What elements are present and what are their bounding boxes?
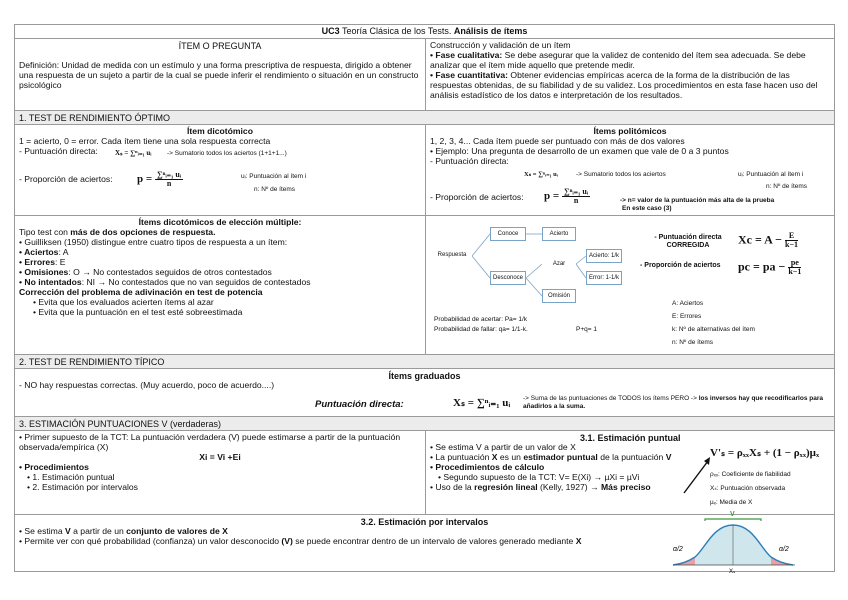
polytomous-sum-note: -> Sumatorio todos los aciertos (576, 171, 666, 178)
polytomous-pd-label: - Puntuación directa: (430, 155, 509, 166)
pl5a: • Uso de la (430, 482, 475, 493)
legend-a: A: Aciertos (672, 300, 704, 307)
interval-bracket (705, 519, 761, 521)
corrected-pd-1: - Puntuación directa (654, 234, 722, 241)
page-title (15, 25, 834, 38)
response-tree-lines (426, 216, 646, 316)
polytomous-note-2: En este caso (3) (622, 205, 672, 212)
title-code: UC3 (321, 26, 340, 36)
legend-rho: ρₓₓ: Coeficiente de fiabilidad (710, 471, 791, 478)
dichotomous-p-formula (137, 171, 183, 188)
tree-acierto-azar: Acierto: 1/k (586, 249, 622, 263)
graded-xs-formula: Xₛ = ∑ⁿᵢ₌₁ uᵢ (453, 397, 511, 409)
tree-azar: Azar (542, 257, 576, 271)
title-text: Teoría Clásica de los Tests. (339, 26, 454, 36)
study-sheet (14, 24, 835, 575)
interval-estimation-row (15, 511, 834, 575)
errores-label: • Errores (19, 256, 55, 267)
multiple-choice-row (15, 216, 834, 355)
aciertos-text: : A (58, 246, 69, 257)
item-row (15, 39, 834, 111)
corrected-prop-label: - Proporción de aciertos (640, 262, 721, 269)
dichotomous-prop-line (19, 171, 421, 207)
corrected-pd-2: CORREGIDA (666, 242, 710, 250)
pc-den: k−1 (788, 267, 802, 276)
polytomous-note: -> n= valor de la puntuación más alta de la prueba (620, 197, 775, 204)
curve-alpha-left: α/2 (673, 546, 683, 553)
point-line-4: • Segundo supuesto de la TCT: V= E(Xi) → µXi = µVi (438, 472, 640, 483)
il1b: V (65, 526, 71, 537)
point-estimation-row (15, 431, 834, 515)
pl2b: X (491, 452, 498, 463)
tct-first-assumption: • Primer supuesto de la TCT: La puntuación verdadera (V) puede estimarse a partir de la puntuación observada/empírica (X) (19, 432, 401, 452)
no-intentados-label: • No intentados (19, 276, 82, 287)
xc-den: k−1 (785, 240, 799, 249)
pl5d: Más preciso (601, 482, 651, 493)
errores-text: : E (54, 256, 66, 267)
xc-formula (738, 232, 798, 249)
tree-respuesta: Respuesta (432, 248, 472, 262)
point-estimation-title: 3.1. Estimación puntual (580, 433, 681, 443)
graded-note-a: -> Suma de las puntuaciones de TODOS los ítems PERO -> (523, 395, 699, 402)
dichotomous-def: 1 = acierto, 0 = error. Cada ítem tiene una sola respuesta correcta (19, 135, 271, 146)
point-line-1: • Se estima V a partir de un valor de X (430, 442, 576, 453)
section-2-header: 2. TEST DE RENDIMIENTO TÍPICO (15, 355, 834, 369)
procedures-title: • Procedimientos (19, 461, 89, 472)
il2a: • Permite ver con qué probabilidad (confianza) un valor desconocido (19, 536, 282, 547)
multi-aciertos (19, 248, 421, 258)
dichotomous-xs-formula: Xₛ = ∑ⁿᵢ₌₁ uᵢ (115, 148, 152, 157)
legend-xs: Xₛ: Puntuación observada (710, 485, 786, 492)
prob-acierto (434, 316, 527, 324)
xc-lhs: Xc = A − (738, 232, 783, 247)
dichotomous-title: Ítem dicotómico (187, 126, 253, 136)
legend-k: k: Nº de alternativas del ítem (672, 326, 755, 333)
prob-acierto-text: Probabilidad de acertar: Pa= 1/k (434, 316, 528, 323)
dichotomous-cell (15, 125, 426, 215)
xc-num: E (785, 232, 798, 241)
tree-acierto: Acierto (542, 227, 576, 241)
multi-l1a: Tipo test con (19, 226, 71, 237)
title-bold: Análisis de ítems (453, 26, 528, 36)
polytomous-p-formula (544, 188, 590, 205)
point-estimation-cell (426, 431, 834, 514)
interval-estimation-cell (15, 511, 834, 575)
omisiones-label: • Omisiones (19, 266, 69, 277)
multiple-choice-cell (15, 216, 426, 354)
pc-formula (738, 259, 801, 276)
arrow-icon (682, 455, 712, 495)
pl2c: es un (497, 452, 524, 463)
graded-row (15, 369, 834, 417)
multi-title: Ítems dicotómicos de elección múltiple: (138, 217, 302, 227)
legend-mu: µₓ: Media de X (710, 499, 753, 506)
il1c: a partir de un (70, 526, 127, 537)
graded-pd-label: Puntuación directa: (315, 399, 404, 410)
multiple-choice-diagram-cell (426, 216, 834, 354)
pl5c: (Kelly, 1927) → (537, 482, 601, 493)
polytomous-cell (426, 125, 834, 215)
qual-text: Se debe asegurar que la validez de contenido del ítem sea adecuada. Se debe analizar que el ítem mide aquello que pretende medir. (430, 49, 806, 70)
graded-note (523, 395, 833, 410)
item-definition: Definición: Unidad de medida con un estímulo y una forma prescriptiva de respuesta, dirigido a obtener una respuesta de un sujeto a partir de la cual se puede inferir el rendimiento o situación en un constructo psicológico (19, 60, 419, 91)
p-num: ∑ⁿᵢ₌₁ uᵢ (156, 169, 182, 179)
tree-desconoce: Desconoce (490, 271, 526, 285)
il2c: se puede encontrar dentro de un intervalo de valores generado mediante (292, 536, 576, 547)
dichotomous-sum-note: -> Sumatorio todos los aciertos (1+1+1...) (167, 149, 287, 157)
poly-p-num: ∑ⁿᵢ₌₁ uᵢ (563, 187, 589, 196)
polytomous-n-legend: n: Nº de ítems (766, 183, 808, 190)
polytomous-ui-legend: uᵢ: Puntuación al ítem i (738, 171, 804, 178)
no-intentados-text: : NI → No contestados que no van seguidos de contestados (81, 276, 311, 287)
quantitative-phase (430, 71, 830, 101)
curve-xs-label: Xₛ (729, 569, 736, 575)
legend-n: n: Nº de ítems (672, 339, 714, 346)
pc-num: pe (788, 259, 801, 268)
item-construction-cell (426, 39, 834, 110)
dichotomous-pd-label: - Puntuación directa: (19, 145, 98, 156)
tree-conoce: Conoce (490, 227, 526, 241)
graded-note-b: los inversos hay que recodificarlos para añadirlos a la suma. (523, 395, 823, 410)
interval-title: 3.2. Estimación por intervalos (360, 517, 489, 527)
multi-correction-title: Corrección del problema de adivinación en test de potencia (19, 286, 263, 297)
construction-title: Construcción y validación de un ítem (430, 40, 571, 50)
omisiones-text: : O → No contestados seguidos de otros contestados (68, 266, 272, 277)
tct-equation: Xi = Vi +Ei (199, 451, 241, 462)
pl2d: estimador puntual (523, 452, 598, 463)
normal-curve (671, 511, 801, 575)
p-lhs: p = (137, 172, 153, 185)
pl2f: V (665, 452, 672, 463)
dichotomous-pd-line (19, 147, 421, 165)
curve-v-label: V (730, 511, 735, 518)
title-row (15, 25, 834, 39)
aciertos-label: • Aciertos (19, 246, 59, 257)
prob-fallo: Probabilidad de fallar: qa= 1/1-k. (434, 326, 528, 333)
il2d: X (575, 536, 582, 547)
procedure-2: • 2. Estimación por intervalos (27, 481, 138, 492)
item-definition-cell (15, 39, 426, 110)
pl5b: regresión lineal (474, 482, 538, 493)
polytomous-example: • Ejemplo: Una pregunta de desarrollo de un examen que vale de 0 a 3 puntos (430, 145, 729, 156)
quant-text: Obtener evidencias empíricas acerca de la forma de la distribución de las respuestas obtenidas, de su fiabilidad y de su validez. Los procedimientos en esta fase hacen uso del análisis estadístico de los datos e interpretación de los resultados. (430, 69, 818, 100)
il1a: • Se estima (19, 526, 65, 537)
item-heading: ÍTEM O PREGUNTA (178, 41, 262, 51)
il2b: (V) (281, 536, 293, 547)
pl2a: • La puntuación (430, 452, 492, 463)
p-den: n (166, 178, 172, 188)
tct-assumption-cell (15, 431, 426, 514)
poly-p-lhs: p = (544, 190, 560, 203)
polytomous-title: Ítems politómicos (593, 126, 667, 136)
dichotomous-prop-label: - Proporción de aciertos: (19, 173, 113, 184)
corrected-score-label (640, 234, 736, 250)
multi-l1b: más de dos opciones de respuesta. (70, 226, 216, 237)
qualitative-phase (430, 51, 830, 71)
qual-label: • Fase cualitativa: (430, 49, 503, 60)
dichotomous-n-legend: n: Nº de ítems (254, 185, 296, 193)
graded-line-1: - NO hay respuestas correctas. (Muy acuerdo, poco de acuerdo....) (19, 380, 275, 391)
section-3-header: 3. ESTIMACIÓN PUNTUACIONES V (verdaderas) (15, 417, 834, 431)
polytomous-def: 1, 2, 3, 4... Cada ítem puede ser puntuado con más de dos valores (430, 135, 685, 146)
polytomous-prop-label: - Proporción de aciertos: (430, 192, 524, 202)
multi-line-2: • Guilliksen (1950) distingue entre cuatro tipos de respuesta a un ítem: (19, 236, 288, 247)
section-1-header: 1. TEST DE RENDIMIENTO ÓPTIMO (15, 111, 834, 125)
graded-title: Ítems graduados (388, 371, 461, 381)
multi-correction-2: • Evita que la puntuación en el test esté sobreestimada (33, 306, 243, 317)
il1d: conjunto de valores de X (126, 526, 228, 537)
quant-label: • Fase cuantitativa: (430, 69, 508, 80)
prob-sum: P+q= 1 (576, 326, 597, 333)
poly-p-den: n (573, 196, 579, 205)
polytomous-xs-formula: Xₛ = ∑ⁿᵢ₌₁ uᵢ (524, 171, 558, 178)
procedure-1: • 1. Estimación puntual (27, 471, 115, 482)
curve-alpha-right: α/2 (779, 546, 789, 553)
tree-error-azar: Error: 1-1/k (586, 271, 622, 285)
point-line-3: • Procedimientos de cálculo (430, 462, 545, 473)
tree-omision: Omisión (542, 289, 576, 303)
legend-e: E: Errores (672, 313, 702, 320)
graded-cell (15, 369, 834, 416)
dichotomous-ui-legend: uᵢ: Puntuación al ítem i (241, 172, 307, 180)
pc-lhs: pc = pa − (738, 259, 786, 274)
pl2e: de la puntuación (597, 452, 666, 463)
kelly-formula: V'ₛ = ρₓₓXₛ + (1 − ρₓₓ)µₓ (710, 447, 820, 459)
dichotomous-row (15, 125, 834, 216)
multi-correction-1: • Evita que los evaluados acierten ítems al azar (33, 296, 214, 307)
